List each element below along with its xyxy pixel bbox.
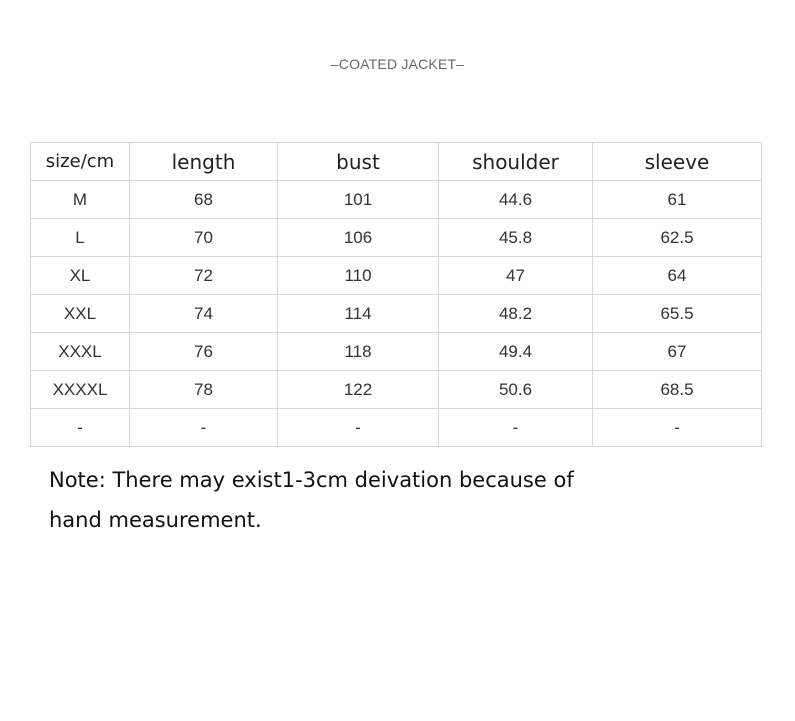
header-length: length (130, 143, 278, 181)
cell-bust: 114 (278, 295, 439, 333)
table-row (31, 409, 762, 447)
cell-size: XXL (31, 295, 130, 333)
page-title: –COATED JACKET– (330, 56, 465, 72)
cell-shoulder: 49.4 (439, 333, 593, 371)
cell-shoulder: 45.8 (439, 219, 593, 257)
cell-sleeve: 68.5 (593, 371, 762, 409)
cell-bust: 106 (278, 219, 439, 257)
table-header-row (31, 143, 762, 181)
cell-bust: 118 (278, 333, 439, 371)
cell-bust: 122 (278, 371, 439, 409)
measurement-note: Note: There may exist1-3cm deivation because of hand measurement. (49, 468, 574, 532)
cell-length: - (130, 409, 278, 447)
cell-length: 72 (130, 257, 278, 295)
cell-length: 74 (130, 295, 278, 333)
cell-size: - (31, 409, 130, 447)
cell-sleeve: 61 (593, 181, 762, 219)
cell-bust: 110 (278, 257, 439, 295)
cell-bust: 101 (278, 181, 439, 219)
cell-size: M (31, 181, 130, 219)
cell-size: XXXXL (31, 371, 130, 409)
cell-size: L (31, 219, 130, 257)
header-shoulder: shoulder (439, 143, 593, 181)
table-row (31, 181, 762, 219)
cell-shoulder: 47 (439, 257, 593, 295)
header-sleeve: sleeve (593, 143, 762, 181)
header-bust: bust (278, 143, 439, 181)
cell-length: 70 (130, 219, 278, 257)
cell-shoulder: 50.6 (439, 371, 593, 409)
cell-size: XL (31, 257, 130, 295)
table-row (31, 333, 762, 371)
cell-sleeve: 62.5 (593, 219, 762, 257)
table-row (31, 219, 762, 257)
table-row (31, 295, 762, 333)
cell-shoulder: - (439, 409, 593, 447)
cell-shoulder: 44.6 (439, 181, 593, 219)
table-row (31, 257, 762, 295)
size-chart-table (30, 142, 762, 447)
cell-length: 68 (130, 181, 278, 219)
cell-sleeve: 65.5 (593, 295, 762, 333)
cell-sleeve: 64 (593, 257, 762, 295)
cell-bust: - (278, 409, 439, 447)
cell-length: 76 (130, 333, 278, 371)
cell-length: 78 (130, 371, 278, 409)
cell-size: XXXL (31, 333, 130, 371)
cell-sleeve: - (593, 409, 762, 447)
header-size: size/cm (31, 143, 130, 181)
cell-shoulder: 48.2 (439, 295, 593, 333)
table-row (31, 371, 762, 409)
cell-sleeve: 67 (593, 333, 762, 371)
